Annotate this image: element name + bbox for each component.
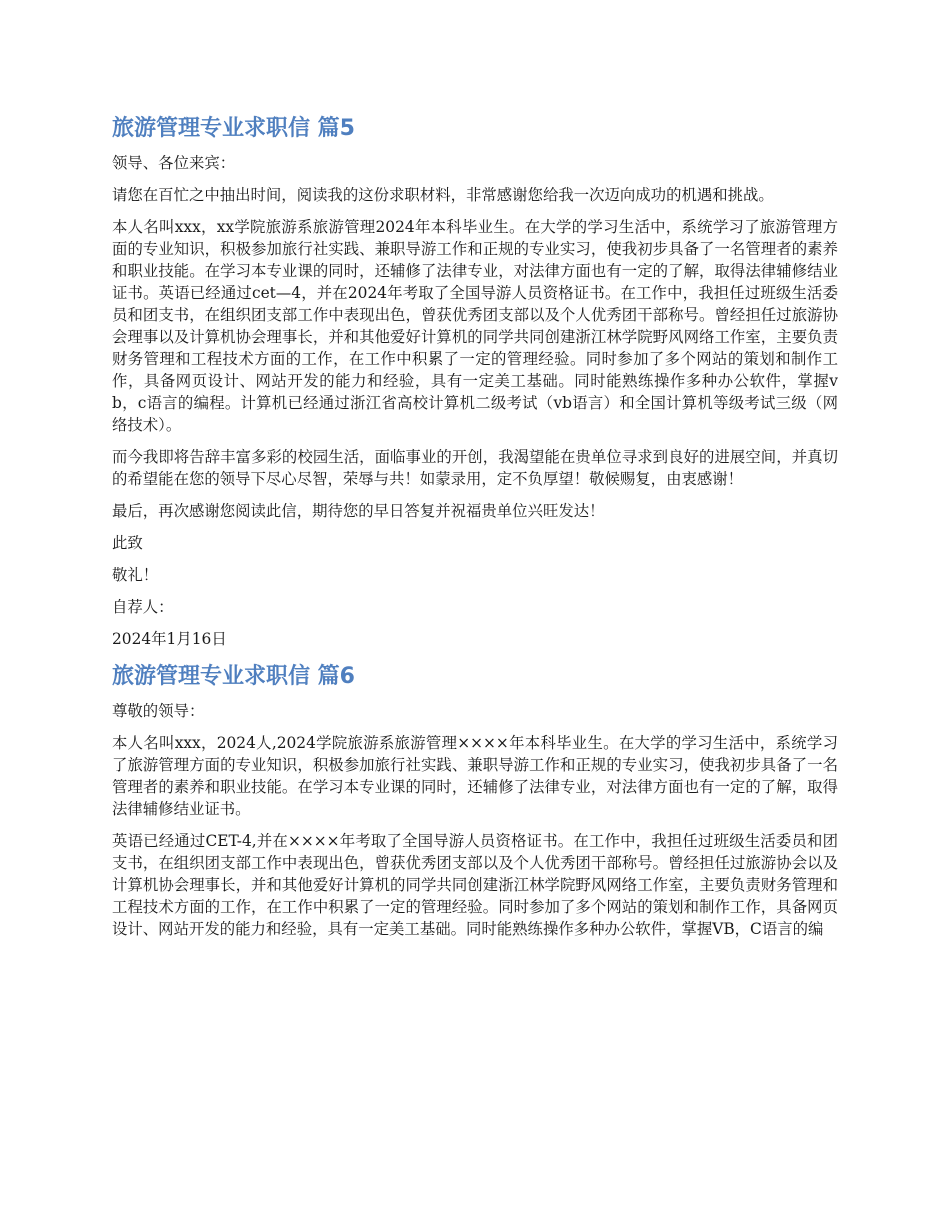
section-title: 旅游管理专业求职信 篇5: [112, 116, 355, 141]
body-paragraph: 请您在百忙之中抽出时间，阅读我的这份求职材料，非常感谢您给我一次迈向成功的机遇和挑战。: [112, 186, 774, 204]
salutation: 尊敬的领导：: [112, 702, 205, 720]
closing: 此致: [112, 534, 143, 552]
regards: 敬礼！: [112, 566, 159, 584]
body-paragraph: 英语已经通过CET-4,并在××××年考取了全国导游人员资格证书。在工作中，我担任过班级生活委员和团支书，在组织团支部工作中表现出色，曾获优秀团支部以及个人优秀团干部称号。曾经担任过旅游协会以及计算机协会理事长，并和其他爱好计算机的同学共同创建浙江林学院野风网络工作室，主要负责财务管理和工程技术方面的工作，在工作中积累了一定的管理经验。同时参加了多个网站的策划和制作工作，具备网页设计、网站开发的能力和经验，具有一定美工基础。同时能熟练操作多种办公软件，掌握VB，C语言的编: [112, 832, 838, 938]
body-paragraph: 本人名叫xxx，xx学院旅游系旅游管理2024年本科毕业生。在大学的学习生活中，系统学习了旅游管理方面的专业知识，积极参加旅行社实践、兼职导游工作和正规的专业实习，使我初步具备了一名管理者的素养和职业技能。在学习本专业课的同时，还辅修了法律专业，对法律方面也有一定的了解，取得法律辅修结业证书。英语已经通过cet—4，并在2024年考取了全国导游人员资格证书。在工作中，我担任过班级生活委员和团支书，在组织团支部工作中表现出色，曾获优秀团支部以及个人优秀团干部称号。曾经担任过旅游协会理事以及计算机协会理事长，并和其他爱好计算机的同学共同创建浙江林学院野风网络工作室，主要负责财务管理和工程技术方面的工作，在工作中积累了一定的管理经验。同时参加了多个网站的策划和制作工作，具备网页设计、网站开发的能力和经验，具有一定美工基础。同时能熟练操作多种办公软件，掌握vb，c语言的编程。计算机已经通过浙江省高校计算机二级考试（vb语言）和全国计算机等级考试三级（网络技术）。: [112, 218, 838, 434]
section-title: 旅游管理专业求职信 篇6: [112, 664, 355, 689]
body-paragraph: 最后，再次感谢您阅读此信，期待您的早日答复并祝福贵单位兴旺发达！: [112, 502, 605, 520]
signature: 自荐人：: [112, 598, 174, 616]
body-paragraph: 本人名叫xxx，2024人,2024学院旅游系旅游管理××××年本科毕业生。在大学的学习生活中，系统学习了旅游管理方面的专业知识，积极参加旅行社实践、兼职导游工作和正规的专业实习，使我初步具备了一名管理者的素养和职业技能。在学习本专业课的同时，还辅修了法律专业，对法律方面也有一定的了解，取得法律辅修结业证书。: [112, 734, 838, 818]
body-paragraph: 而今我即将告辞丰富多彩的校园生活，面临事业的开创，我渴望能在贵单位寻求到良好的进展空间，并真切的希望能在您的领导下尽心尽智，荣辱与共！如蒙录用，定不负厚望！敬候赐复，由衷感谢！: [112, 448, 838, 488]
salutation: 领导、各位来宾：: [112, 154, 236, 172]
letter-date: 2024年1月16日: [112, 630, 227, 648]
